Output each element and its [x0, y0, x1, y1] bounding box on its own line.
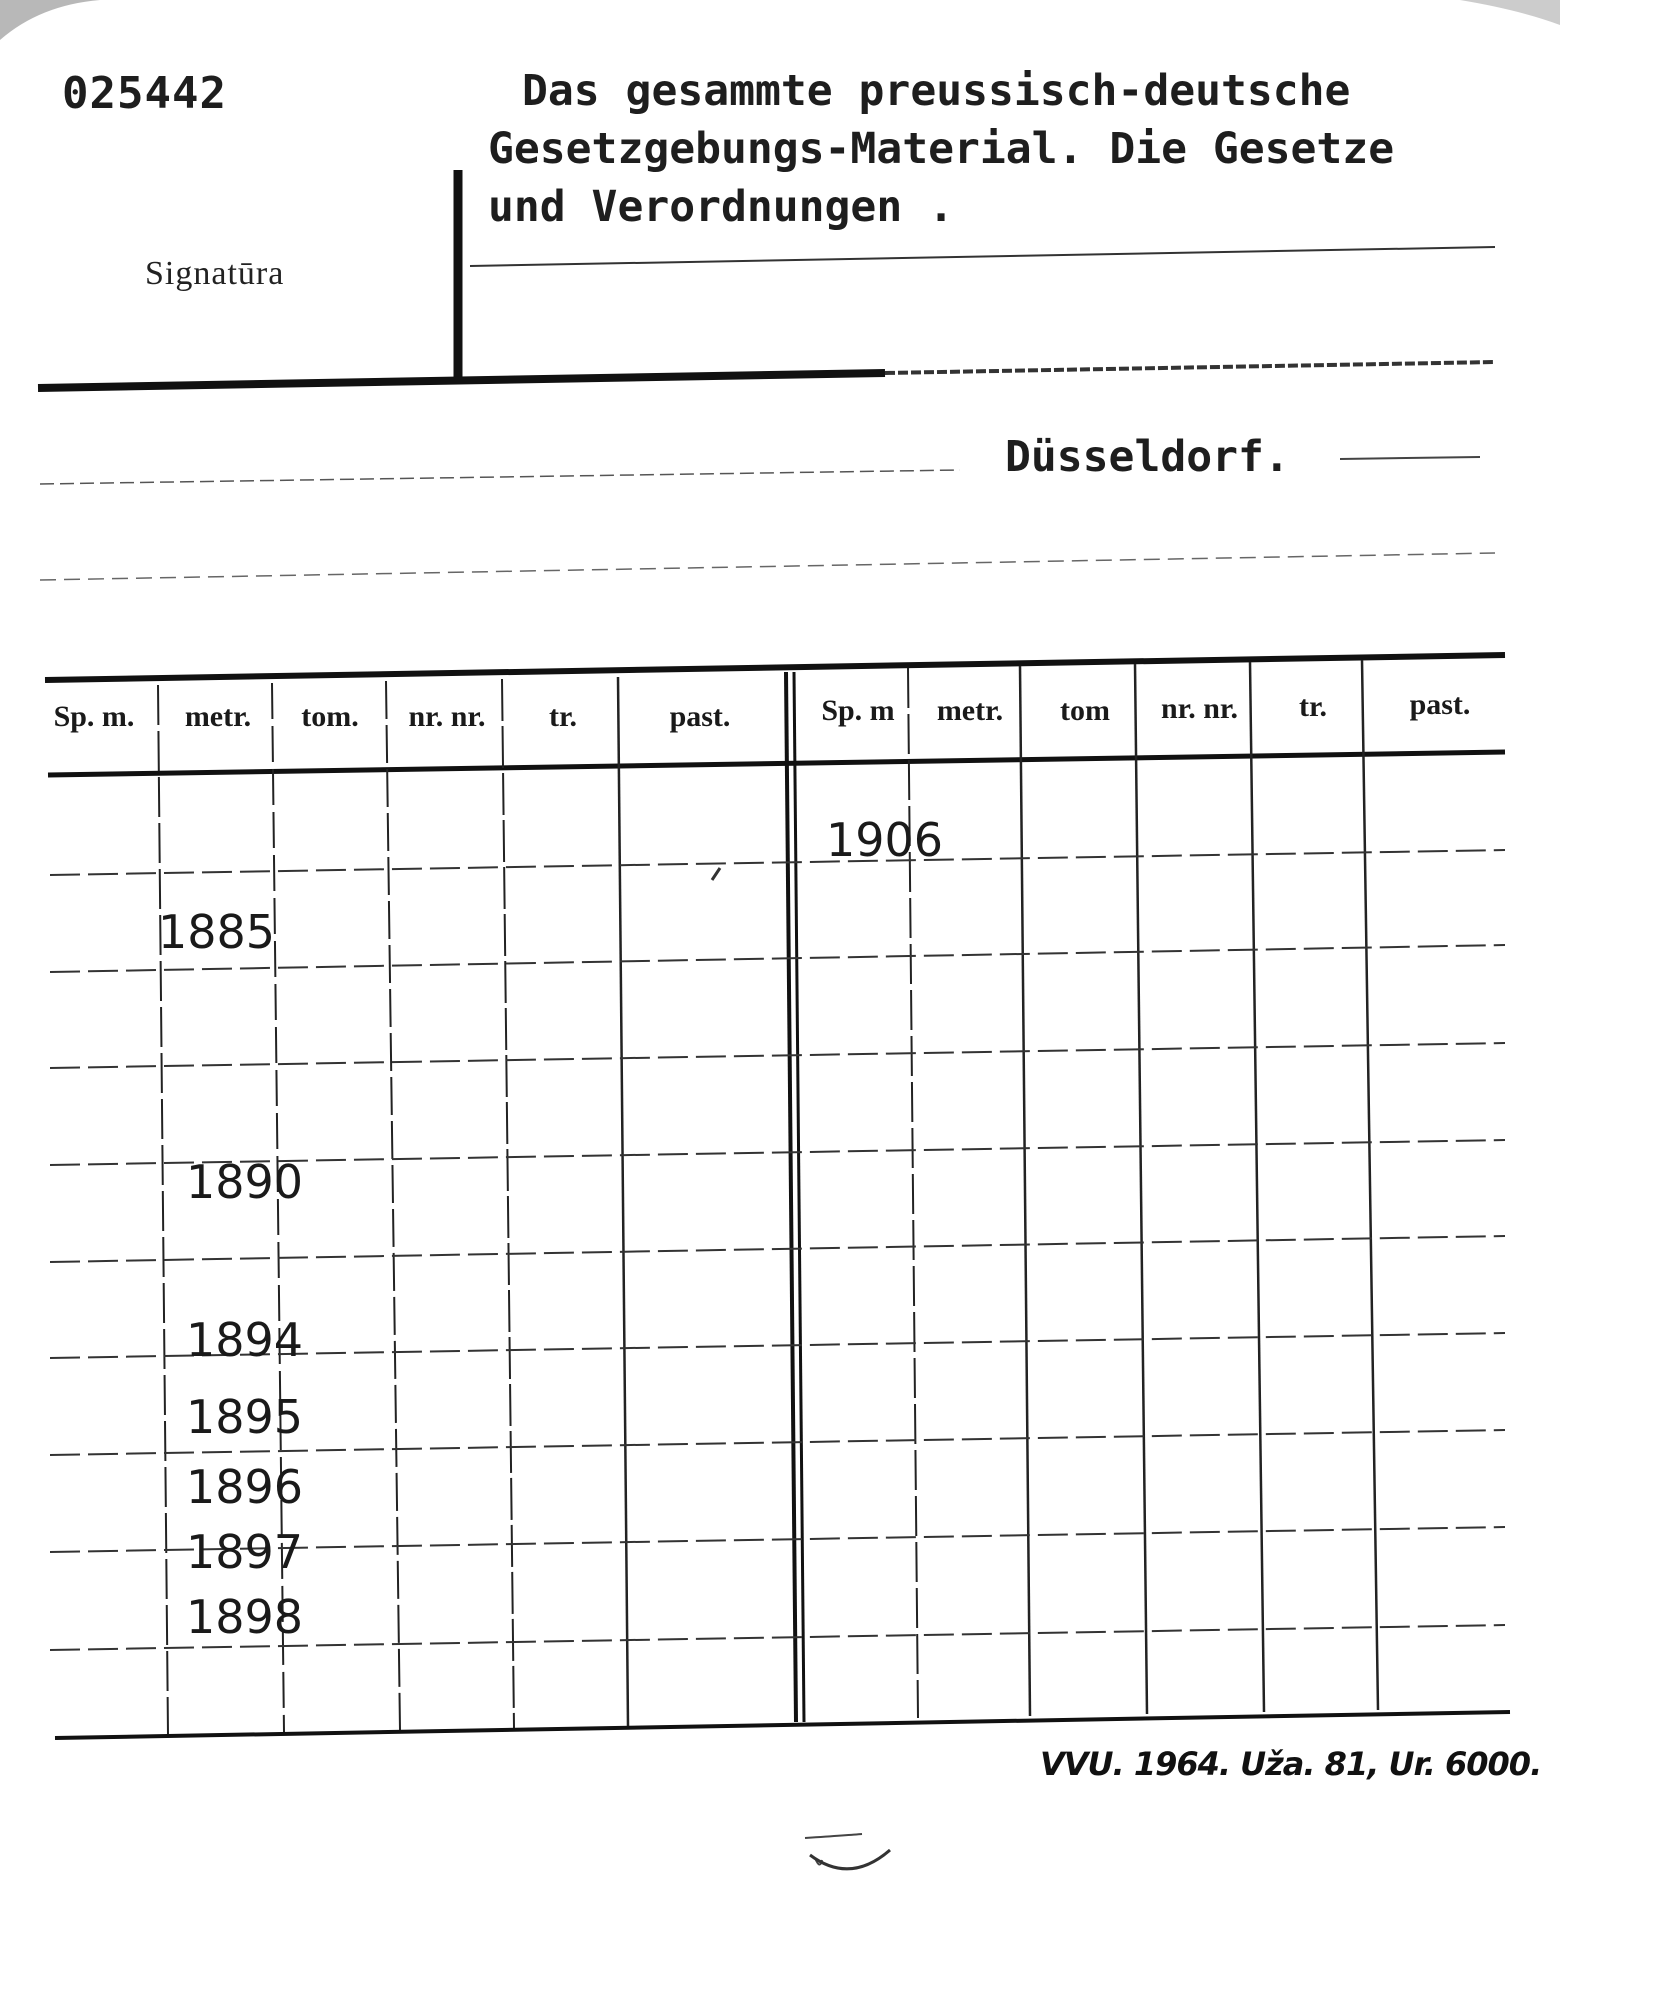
header-tom-right: tom: [1060, 694, 1110, 727]
catalog-number: 025442: [62, 68, 227, 119]
year-entry-right: 1906: [826, 813, 944, 867]
year-entry: 1898: [186, 1590, 304, 1644]
header-nr-nr: nr. nr.: [408, 700, 486, 733]
header-sp-m-right: Sp. m: [821, 694, 895, 727]
header-tr-right: tr.: [1298, 690, 1328, 723]
title-line: und Verordnungen .: [488, 182, 954, 232]
header-past: past.: [669, 700, 731, 733]
header-metr: metr.: [184, 700, 252, 733]
header-tom: tom.: [301, 700, 359, 733]
footer-print-note: VVU. 1964. Uža. 81, Ur. 6000.: [1040, 1745, 1542, 1783]
header-past-right: past.: [1409, 688, 1471, 721]
year-entry: 1890: [186, 1155, 304, 1209]
year-entry: 1897: [186, 1525, 304, 1579]
title-block: [488, 62, 1394, 236]
header-metr-right: metr.: [936, 694, 1004, 727]
year-entry: 1894: [186, 1313, 304, 1367]
year-entry: 1895: [186, 1390, 304, 1444]
header-sp-m: Sp. m.: [53, 700, 135, 733]
header-tr: tr.: [548, 700, 578, 733]
title-line: Das gesammte preussisch-deutsche: [522, 66, 1351, 116]
header-nr-nr-right: nr. nr.: [1161, 692, 1238, 725]
year-entry: 1896: [186, 1460, 304, 1514]
year-entry: 1885: [158, 905, 276, 959]
title-line: Gesetzgebungs-Material. Die Gesetze: [488, 124, 1395, 174]
signature-label: Signatūra: [145, 255, 285, 292]
place-of-publication: Düsseldorf.: [1005, 432, 1290, 482]
